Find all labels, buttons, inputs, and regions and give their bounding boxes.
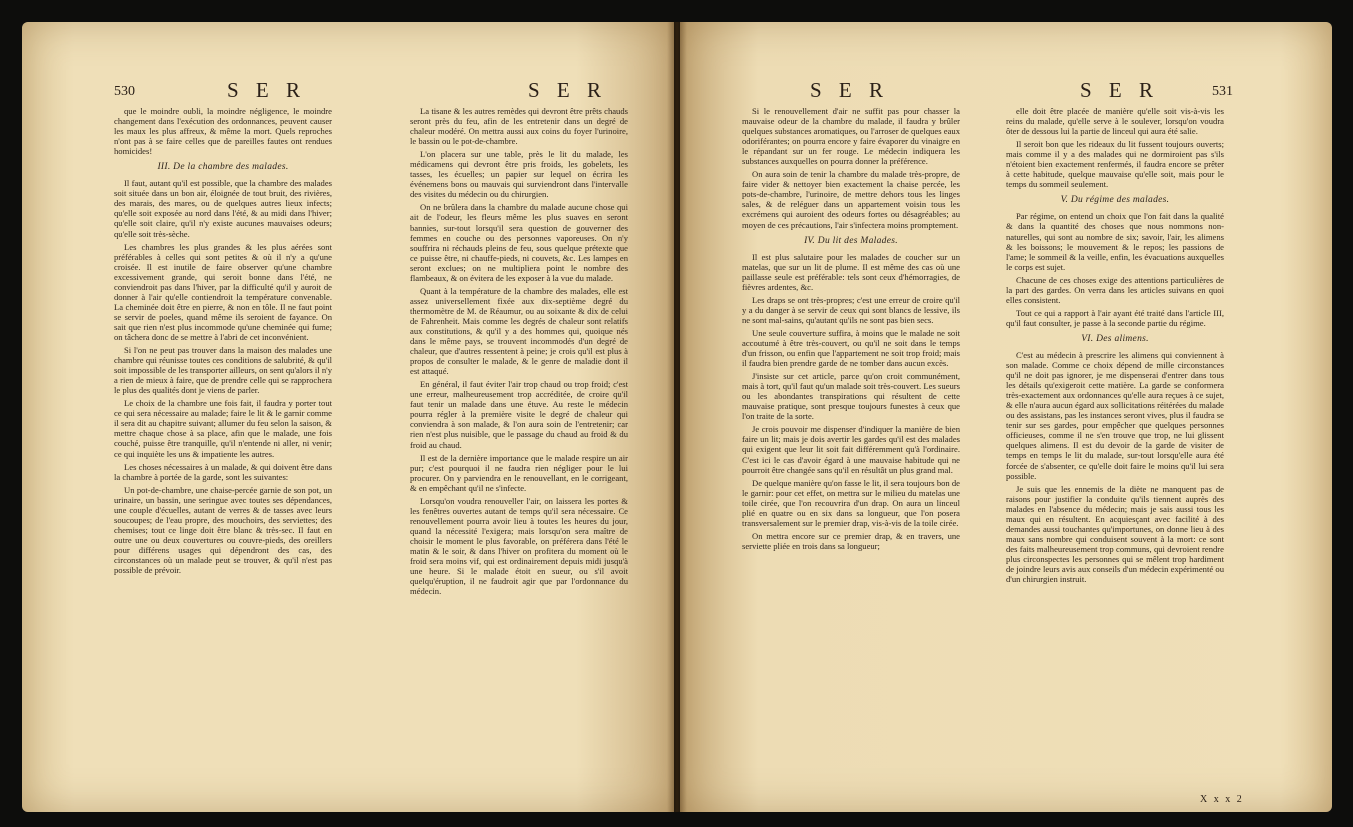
paragraph: Quant à la température de la chambre des malades, elle est assez universellement fixée aux dix-septième degré du thermomètre de M. de Réaumur, ou au soixante & dix de celui de Fahrenheit. Mais comme les degrés de chaleur sont relatifs aux constitutions, & qu'il y a des hommes qui, quoique nés dans le même pays, se trouvent incommodés d'un degré de chaleur, que d'autres ressentent à peine; je crois qu'il est plus à propos de consulter le malade, & le genre de maladie dont il est attaqué. (410, 285, 628, 377)
paragraph: J'insiste sur cet article, parce qu'on croit communément, mais à tort, qu'il faut qu'un malade soit très-couvert. Les sueurs ou les abondantes transpirations qui résultent de cette mauvaise pratique, sont presque toujours funestes à ceux que l'on traite de la sorte. (742, 371, 960, 422)
right-page (680, 22, 1332, 812)
section-heading: III. De la chambre des malades. (157, 162, 289, 173)
paragraph: Chacune de ces choses exige des attentions particulières de la part des gardes. On verra dans les articles suivans en quoi elles consistent. (1006, 274, 1224, 305)
section-heading: IV. Du lit des Malades. (804, 235, 898, 246)
paragraph: que le moindre oubli, la moindre négligence, le moindre changement dans l'exécution des ordonnances, peuvent causer les maux les plus affreux, & même la mort. Quels reproches n'ont pas à se faire celles que de pareilles fautes ont rendues homicides! (114, 106, 332, 157)
paragraph: Si l'on ne peut pas trouver dans la maison des malades une chambre qui réunisse toutes ces conditions de salubrité, & qu'il soit impossible de les transporter ailleurs, on sent qu'alors il n'y a rien de mieux à faire, que de prendre celle qui se rapprochera le plus des qualités dont je viens de parler. (114, 345, 332, 396)
paragraph: La tisane & les autres remèdes qui devront être prêts chauds seront près du feu, afin de les entretenir dans un degré de chaleur modéré. On mettra aussi aux coins du foyer l'urinoire, le bassin ou le pot-de-chambre. (410, 106, 628, 147)
running-head: S E R (227, 78, 307, 102)
page-number: 531 (1212, 84, 1233, 99)
paragraph: Il seroit bon que les rideaux du lit fussent toujours ouverts; mais comme il y a des malades qui ne dormiroient pas s'ils n'étoient bien exactement renfermés, il faudra encore se prêter à cette habitude, quelque mauvaise qu'elle soit, mais pour le temps du sommeil seulement. (1006, 139, 1224, 190)
paragraph: Il faut, autant qu'il est possible, que la chambre des malades soit située dans un bon air, éloignée de tout bruit, des rivières, des marais, des mares, ou de quelques autres lieux infects; qu'elle soit exposée au nord dans l'été, & au midi dans l'hiver; qu'elle soit claire, qu'il n'y existe aucunes mauvaises odeurs; qu'elle soit très-sèche. (114, 178, 332, 239)
paragraph: Si le renouvellement d'air ne suffit pas pour chasser la mauvaise odeur de la chambre du malade, il faudra y brûler quelques substances aromatiques, ou l'arroser de quelques eaux odoriférantes; on pourra encore y faire évaporer du vinaigre en le répandant sur un fer rouge. Le médecin indiquera les substances auxquelles on pourra donner la préférence. (742, 106, 960, 167)
catchword: X x x 2 (1200, 794, 1244, 805)
paragraph: elle doit être placée de manière qu'elle soit vis-à-vis les reins du malade, qu'elle serve à le soulever, lorsqu'on voudra ôter de dessous lui la partie de linceul qui aura été salie. (1006, 106, 1224, 137)
paragraph: De quelque manière qu'on fasse le lit, il sera toujours bon de le garnir: pour cet effet, on mettra sur le milieu du matelas une toile cirée, que l'on recouvrira d'un drap. On aura un linceul plié en quatre ou en six dans sa longueur, que l'on posera transversalement sur le premier drap, vis-à-vis de la toile cirée. (742, 477, 960, 528)
section-heading: V. Du régime des malades. (1060, 195, 1170, 206)
page-number: 530 (114, 84, 135, 99)
paragraph: Un pot-de-chambre, une chaise-percée garnie de son pot, un urinaire, un bassin, une seringue avec toutes ses dépendances, une couple d'écuelles, autant de verres & de tasses avec leurs soucoupes; de l'eau propre, des mouchoirs, des serviettes; des chemises; tout ce linge doit être blanc & très-sec. Il faut en outre une ou deux couvertures ou couvre-pieds, des oreillers pour différens usages qui dépendront des cas, des circonstances où un malade peut se trouver, & qu'il n'est pas possible de prévoir. (114, 484, 332, 576)
paragraph: Les choses nécessaires à un malade, & qui doivent être dans la chambre à portée de la garde, sont les suivantes: (114, 461, 332, 482)
paragraph: C'est au médecin à prescrire les alimens qui conviennent à son malade. Comme ce choix dépend de mille circonstances qu'il ne doit pas ignorer, je me dispenserai d'entrer dans tous les détails qu'exigeroit cette matière. La garde se conformera très-exactement aux ordonnances qu'elle aura reçues à ce sujet, & elle n'aura aucun égard aux sollicitations réitérées du malade ou des assistans, pas les instances seront vives, plus il faudra se tenir sur ses gardes, pour empêcher que quelques personnes officieuses, comme il ne s'en trouve que trop, ne lui glissent quelques alimens. Il est du devoir de la garde de visiter de temps en temps le lit du malade, sur-tout lorsqu'elle aura été forcée de s'absenter, ce qu'elle doit faire le moins qu'il lui sera possible. (1006, 349, 1224, 481)
paragraph: On ne brûlera dans la chambre du malade aucune chose qui ait de l'odeur, les fleurs même les plus suaves en seront bannies, sur-tout lorsqu'il sera question de gouverner des femmes en couche ou des personnes vaporeuses. On n'y souffrira ni réchauds pleins de feu, sous quelque prétexte que ce puisse être, ni chauffe-pieds, ni couvets, &c. Les lampes en seront exclues; on ne multipliera point le nombre des flambeaux, & on évitera de les exposer à la vue du malade. (410, 202, 628, 283)
paragraph: Il est de la dernière importance que le malade respire un air pur; c'est pourquoi il ne faudra rien négliger pour le lui procurer. On y parviendra en le renouvellant, en le corrigeant, & en empêchant qu'il ne s'infecte. (410, 452, 628, 493)
paragraph: Les chambres les plus grandes & les plus aérées sont préférables à celles qui sont petites & où il n'y a qu'une croisée. Il est inutile de faire observer qu'une chambre excessivement grande, qui seroit bonne dans l'été, ne conviendroit pas dans l'hiver, par la difficulté qu'il y auroit de donner à l'air qu'elle contiendroit la température convenable. La cheminée doit être en pierre, & non en tôle. Il ne faut point se servir de poeles, quand même ils seroient de fayance. On sait que rien n'est plus incommode qu'une cheminée qui fume; on tâchera donc de se mettre à l'abri de cet inconvénient. (114, 241, 332, 342)
running-head: S E R (1080, 78, 1160, 102)
paragraph: Je crois pouvoir me dispenser d'indiquer la manière de bien faire un lit; mais je dois avertir les gardes qu'il est des malades qui exigent que leur lit soit fait différemment qu'à l'ordinaire. C'est ici le cas d'avoir égard à une mauvaise habitude qui ne pourroit être changée sans qu'il en résultât un plus grand mal. (742, 424, 960, 475)
text-column-left-1 (114, 106, 332, 578)
running-head: S E R (810, 78, 890, 102)
left-page (22, 22, 674, 812)
open-book (22, 10, 1332, 818)
section-heading: VI. Des alimens. (1081, 333, 1149, 344)
text-column-left-2 (410, 106, 628, 599)
paragraph: On aura soin de tenir la chambre du malade très-propre, de faire vider & nettoyer bien exactement la chaise percée, les pots-de-chambre, l'urinoire, de mettre dehors tous les linges sales, & de reléguer dans un appartement voisin tous les excrémens qui auroient des odeurs fortes ou désagréables; au moyen de ces précautions, l'air s'infectera moins promptement. (742, 169, 960, 230)
paragraph: Par régime, on entend un choix que l'on fait dans la qualité & dans la quantité des choses que nous nommons non-naturelles, qui sont au nombre de six; savoir, l'air, les alimens & les boissons; le mouvement & le repos; les passions de l'ame; le sommeil & la veille, enfin, les évacuations auxquelles le corps est sujet. (1006, 211, 1224, 272)
paragraph: On mettra encore sur ce premier drap, & en travers, une serviette pliée en trois dans sa longueur; (742, 530, 960, 551)
running-head: S E R (528, 78, 608, 102)
paragraph: L'on placera sur une table, près le lit du malade, les médicamens qui devront être pris froids, les gobelets, les tasses, les écuelles; un papier sur lequel on écrira les événemens bons ou mauvais qui surviendront dans l'intervalle des visites du médecin ou du chirurgien. (410, 149, 628, 200)
paragraph: Il est plus salutaire pour les malades de coucher sur un matelas, que sur un lit de plume. Il est même des cas où une paillasse seule est préférable: tels sont ceux d'hémorragies, de fièvres ardentes, &c. (742, 251, 960, 292)
paragraph: Une seule couverture suffira, à moins que le malade ne soit accoutumé à être très-couvert, ou qu'il ne soit dans le temps d'un frisson, ou enfin que l'appartement ne soit trop froid; mais il faudra bien prendre garde de ne tomber dans aucun excès. (742, 327, 960, 369)
paragraph: Les draps se ont très-propres; c'est une erreur de croire qu'il y a du danger à se servir de ceux qui sont blancs de lessive, ils ne sont mal-sains, qu'autant qu'ils ne sont pas bien secs. (742, 294, 960, 325)
book-gutter (667, 22, 687, 812)
text-column-right-1 (742, 106, 960, 554)
paragraph: En général, il faut éviter l'air trop chaud ou trop froid; c'est une erreur, malheureusement trop accréditée, de croire qu'il faut tenir un malade dans une étuve. Au reste le médecin pourra régler à la première visite le degré de chaleur qui conviendra à son malade, & l'on aura soin de l'entretenir; car rien n'est plus nuisible, que le passage du chaud au froid & du froid au chaud. (410, 379, 628, 450)
text-column-right-2 (1006, 106, 1224, 587)
paragraph: Je suis que les ennemis de la diète ne manquent pas de raisons pour justifier la conduite qu'ils tiennent auprès des malades en l'absence du médecin; mais je sais aussi tous les maux qui en résultent. En acquiesçant avec facilité à des demandes aussi touchantes qu'importunes, on donne lieu à des maux sans nombre qui conduisent souvent à la mort: ce sont des faits malheureusement trop communs, qui devroient rendre plus circonspectes les personnes qui se mêlent trop hardiment de joindre leurs avis aux conseils d'un médecin expérimenté ou d'un chirurgien instruit. (1006, 483, 1224, 585)
paragraph: Le choix de la chambre une fois fait, il faudra y porter tout ce qui sera nécessaire au malade; faire le lit & le garnir comme il sera dit au chapitre suivant; allumer du feu selon la saison, & mettre chaque chose à sa place, afin que le malade, une fois couché, puisse être tranquille, qu'il n'entende ni aller, ni venir; ce qui inquiète les uns & impatiente les autres. (114, 398, 332, 459)
paragraph: Tout ce qui a rapport à l'air ayant été traité dans l'article III, qu'il faut consulter, je passe à la seconde partie du régime. (1006, 307, 1224, 328)
paragraph: Lorsqu'on voudra renouveller l'air, on laissera les portes & les fenêtres ouvertes autant de temps qu'il sera nécessaire. Ce renouvellement pourra avoir lieu à toutes les heures du jour, quand la nécessité l'exigera; mais lorsqu'on sera maître de choisir le moment le plus favorable, on préférera dans l'été le matin & le soir, & dans l'hiver on profitera du moment où le froid sera moins vif, qui est ordinairement depuis midi jusqu'à une heure. Si le malade étoit en sueur, ou s'il avoit quelqu'éruption, il ne faudroit agir que par l'ordonnance du médecin. (410, 495, 628, 597)
